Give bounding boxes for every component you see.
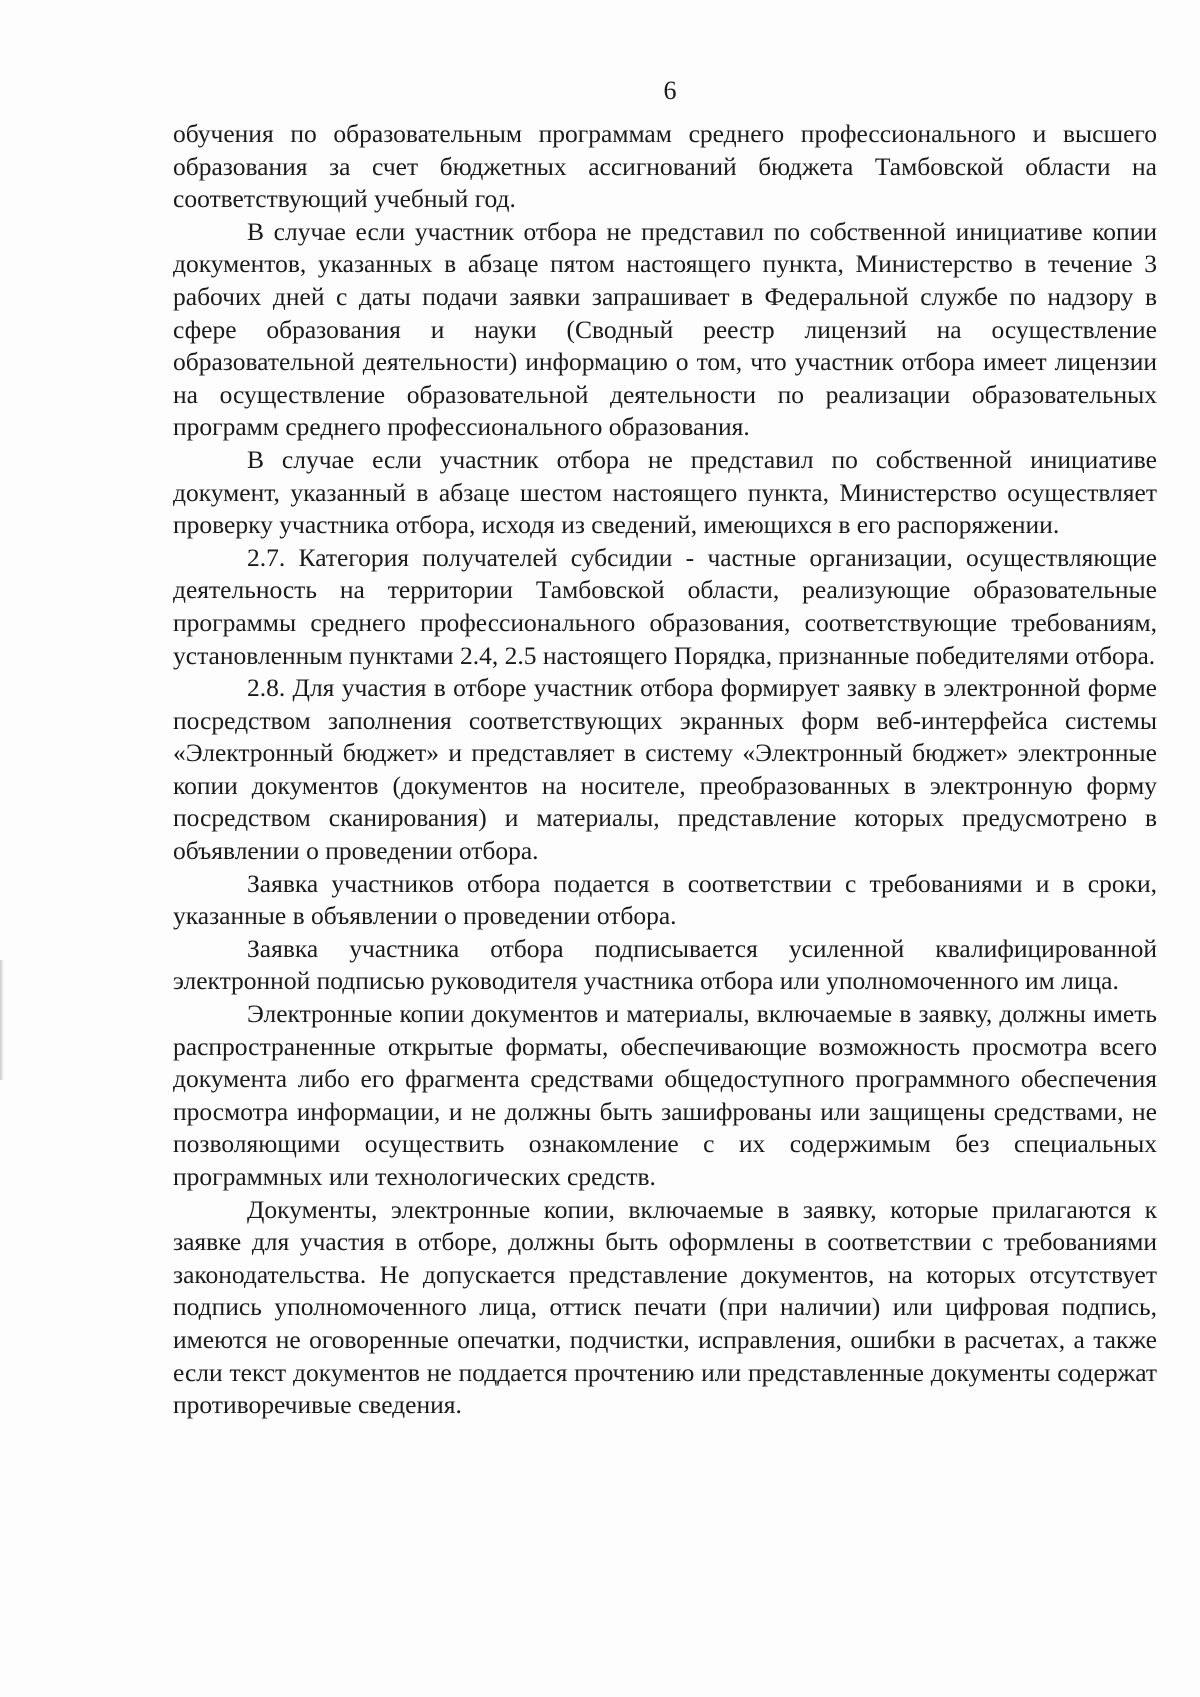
paragraph-license-request: В случае если участник отбора не представил по собственной инициативе копии документов, указанных в абзаце пятом настоящего пункта, Министерство в течение 3 рабочих дней с даты подачи заявки запрашивает в Федеральной службе по надзору в сфере образования и науки (Сводный реестр лицензий на осуществление образовательной деятельности) информацию о том, что участник отбора имеет лицензии на осуществление образовательной деятельности по реализации образовательных программ среднего профессионального образования. [173, 216, 1157, 442]
scan-edge-shadow [0, 960, 4, 1080]
page-number: 6 [663, 76, 677, 105]
paragraph-verification: В случае если участник отбора не представил по собственной инициативе документ, указанный в абзаце шестом настоящего пункта, Министерство осуществляет проверку участника отбора, исходя из сведений, имеющихся в его распоряжении. [173, 444, 1157, 540]
paragraph-continuation: обучения по образовательным программам среднего профессионального и высшего образования за счет бюджетных ассигнований бюджета Тамбовской области на соответствующий учебный год. [173, 119, 1157, 214]
paragraph-2-8-application: 2.8. Для участия в отборе участник отбора формирует заявку в электронной форме посредством заполнения соответствующих экранных форм веб-интерфейса системы «Электронный бюджет» и представляет в систему «Электронный бюджет» электронные копии документов (документов на носителе, преобразованных в электронную форму посредством сканирования) и материалы, представление которых предусмотрено в объявлении о проведении отбора. [173, 673, 1157, 866]
document-body [173, 118, 1157, 1422]
paragraph-electronic-formats: Электронные копии документов и материалы, включаемые в заявку, должны иметь распространенные открытые форматы, обеспечивающие возможность просмотра всего документа либо его фрагмента средствами общедоступного программного обеспечения просмотра информации, и не должны быть зашифрованы или защищены средствами, не позволяющими осуществить ознакомление с их содержимым без специальных программных или технологических средств. [173, 999, 1157, 1191]
paragraph-document-requirements: Документы, электронные копии, включаемые в заявку, которые прилагаются к заявке для участия в отборе, должны быть оформлены в соответствии с требованиями законодательства. Не допускается представление документов, на которых отсутствует подпись уполномоченного лица, оттиск печати (при наличии) или цифровая подпись, имеются не оговоренные опечатки, подчистки, исправления, ошибки в расчетах, а также если текст документов не поддается прочтению или представленные документы содержат противоречивые сведения. [173, 1194, 1157, 1420]
paragraph-2-7-category: 2.7. Категория получателей субсидии - частные организации, осуществляющие деятельность на территории Тамбовской области, реализующие образовательные программы среднего профессионального образования, соответствующие требованиям, установленным пунктами 2.4, 2.5 настоящего Порядка, признанные победителями отбора. [173, 542, 1157, 670]
paragraph-application-signature: Заявка участника отбора подписывается усиленной квалифицированной электронной подписью руководителя участника отбора или уполномоченного им лица. [173, 933, 1157, 996]
paragraph-application-deadlines: Заявка участников отбора подается в соответствии с требованиями и в сроки, указанные в объявлении о проведении отбора. [173, 868, 1157, 931]
